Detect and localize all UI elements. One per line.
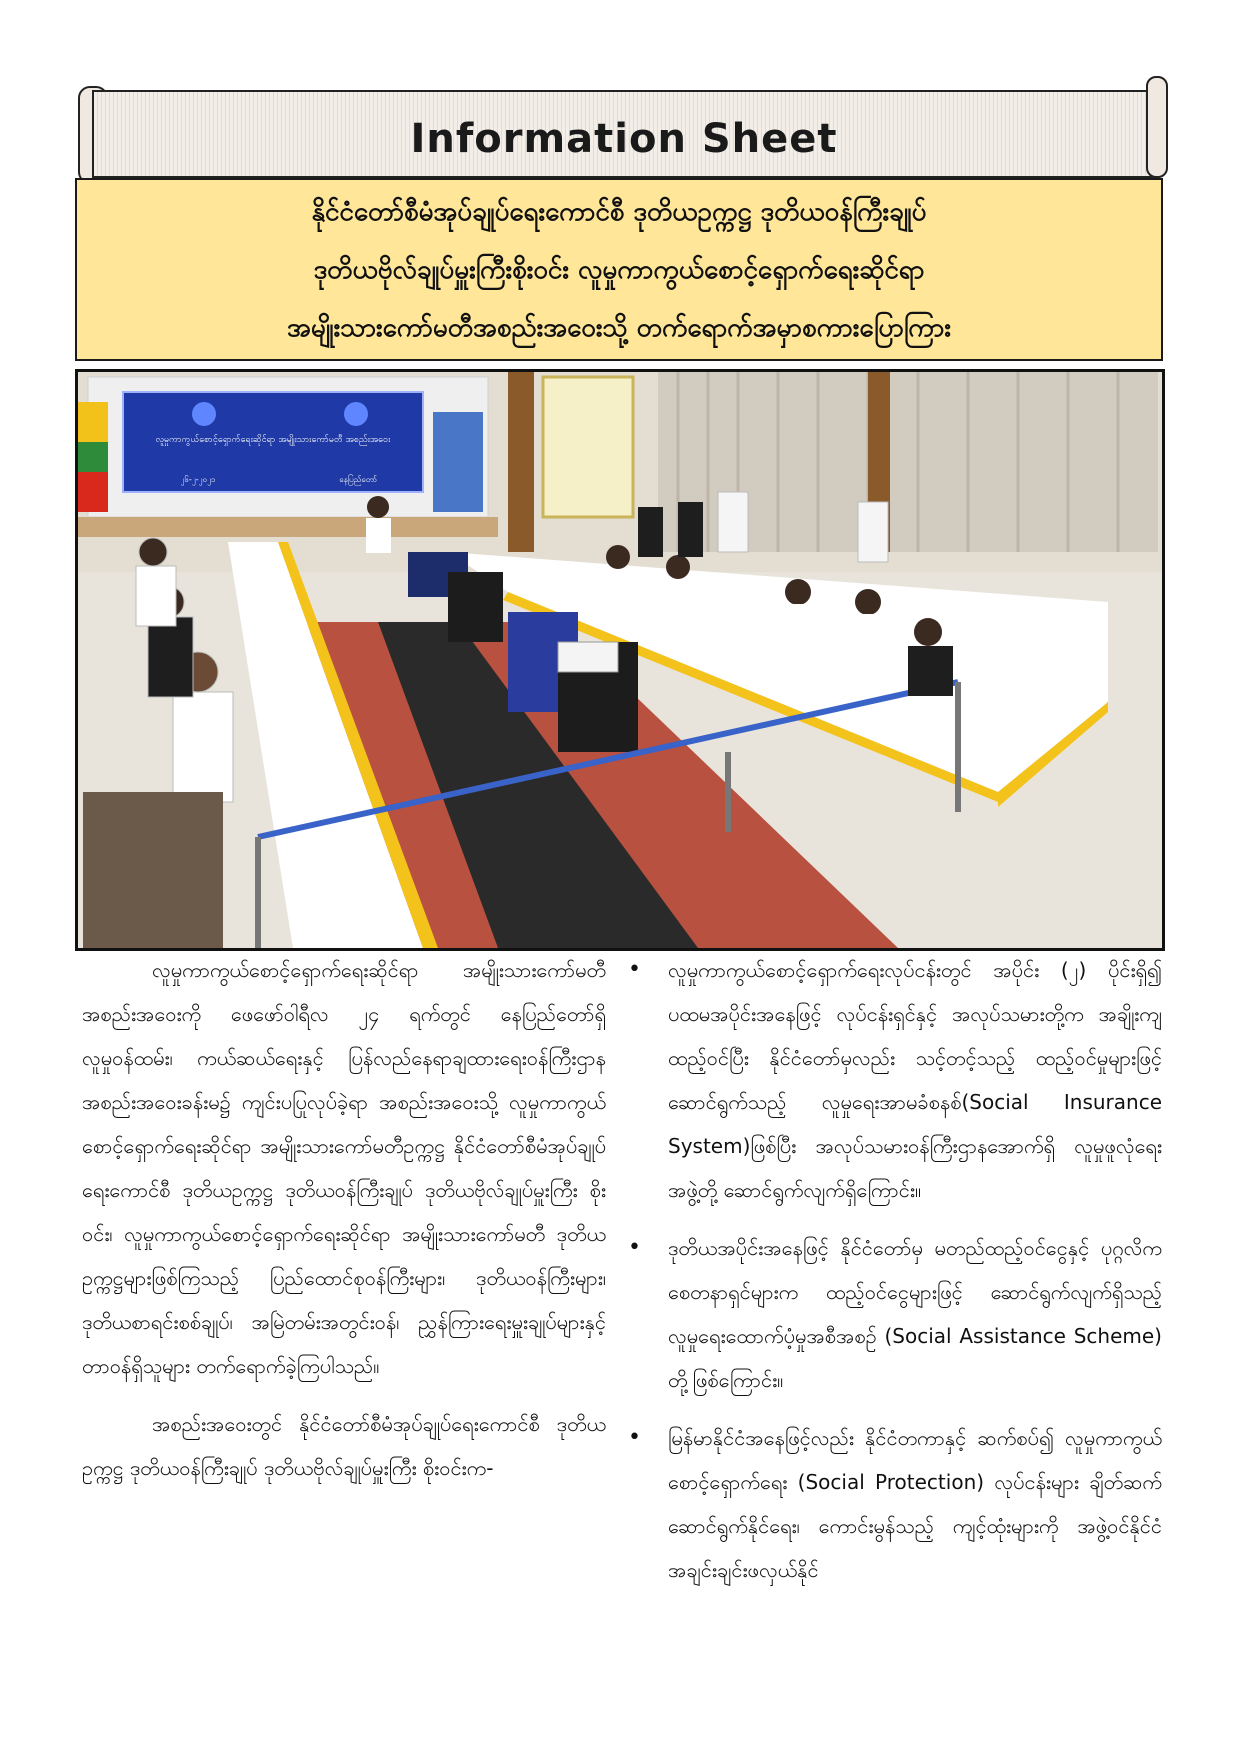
screen-place: နေပြည်တော် — [339, 475, 377, 484]
bullet-icon: • — [628, 1425, 641, 1450]
screen-title: လူမှုကာကွယ်စောင့်ရှောက်ရေးဆိုင်ရာ အမျိုးသားကော်မတီ အစည်းအဝေး — [155, 435, 391, 445]
bullet-item — [628, 1226, 1162, 1402]
headline-line: နိုင်ငံတော်စီမံအုပ်ချုပ်ရေးကောင်စီ ဒုတိယဥက္ကဋ္ဌ ဒုတိယဝန်ကြီးချုပ် — [311, 197, 927, 227]
sheet-title: Information Sheet — [410, 116, 838, 162]
body-paragraph: လူမှုကာကွယ်စောင့်ရှောက်ရေးဆိုင်ရာ အမျိုးသားကော်မတီ အစည်းအဝေးကို ဖေဖော်ဝါရီလ ၂၄ ရက်တွင် နေပြည်တော်ရှိ လူမှုဝန်ထမ်း၊ ကယ်ဆယ်ရေးနှင့် ပြန်လည်နေရာချထားရေးဝန်ကြီးဌာန အစည်းအဝေးခန်းမ၌ ကျင်းပပြုလုပ်ခဲ့ရာ အစည်းအဝေးသို့ လူမှုကာကွယ်စောင့်ရှောက်ရေးဆိုင်ရာ အမျိုးသားကော်မတီဥက္ကဋ္ဌ နိုင်ငံတော်စီမံအုပ်ချုပ်ရေးကောင်စီ ဒုတိယဥက္ကဋ္ဌ ဒုတိယဝန်ကြီးချုပ် ဒုတိယဗိုလ်ချုပ်မှူးကြီး စိုးဝင်း၊ လူမှုကာကွယ်စောင့်ရှောက်ရေးဆိုင်ရာ အမျိုးသားကော်မတီ ဒုတိယဥက္ကဋ္ဌများဖြစ်ကြသည့် ပြည်ထောင်စုဝန်ကြီးများ၊ ဒုတိယဝန်ကြီးများ၊ ဒုတိယစာရင်းစစ်ချုပ်၊ အမြဲတမ်းအတွင်းဝန်၊ ညွှန်ကြားရေးမှူးချုပ်များနှင့် တာဝန်ရှိသူများ တက်ရောက်ခဲ့ကြပါသည်။ — [82, 958, 606, 1378]
headline-box — [75, 178, 1163, 361]
bullet-text: ဒုတိယအပိုင်းအနေဖြင့် နိုင်ငံတော်မှ မတည်ထည့်ဝင်ငွေနှင့် ပုဂ္ဂလိက စေတနာရှင်များက ထည့်ဝင်ငွေများဖြင့် ဆောင်ရွက်လျက်ရှိသည့် လူမှုရေးထောက်ပံ့မှုအစီအစဉ် (Social Assistance Scheme) တို့ဖြစ်ကြောင်း။ — [668, 1236, 1162, 1392]
bullet-icon: • — [628, 1235, 641, 1260]
bullet-item — [628, 1416, 1162, 1592]
headline-line: ဒုတိယဗိုလ်ချုပ်မှူးကြီးစိုးဝင်း လူမှုကာကွယ်စောင့်ရှောက်ရေးဆိုင်ရာ — [313, 255, 925, 285]
headline-line: အမျိုးသားကော်မတီအစည်းအဝေးသို့ တက်ရောက်အမှာစကားပြောကြား — [287, 313, 951, 343]
bullet-item — [628, 948, 1162, 1212]
meeting-photo — [75, 369, 1165, 951]
bullet-text: လူမှုကာကွယ်စောင့်ရှောက်ရေးလုပ်ငန်းတွင် အပိုင်း (၂) ပိုင်းရှိ၍ ပထမအပိုင်းအနေဖြင့် လုပ်ငန်းရှင်နှင့် အလုပ်သမားတို့က အချိုးကျထည့်ဝင်ပြီး နိုင်ငံတော်မှလည်း သင့်တင့်သည့် ထည့်ဝင်မှုများဖြင့် ဆောင်ရွက်သည့် လူမှုရေးအာမခံစနစ်(Social Insurance System)ဖြစ်ပြီး အလုပ်သမားဝန်ကြီးဌာနအောက်ရှိ လူမှုဖူလုံရေးအဖွဲ့တို့ ဆောင်ရွက်လျက်ရှိကြောင်း။ — [668, 958, 1162, 1202]
meeting-photo-illustration — [78, 372, 1162, 948]
right-column — [628, 948, 1162, 1606]
bullet-text: မြန်မာနိုင်ငံအနေဖြင့်လည်း နိုင်ငံတကာနှင့် ဆက်စပ်၍ လူမှုကာကွယ်စောင့်ရှောက်ရေး (Social Protection) လုပ်ငန်းများ ချိတ်ဆက်ဆောင်ရွက်နိုင်ရေး၊ ကောင်းမွန်သည့် ကျင့်ထုံးများကို အဖွဲ့ဝင်နိုင်ငံအချင်းချင်းဖလှယ်နိုင် — [668, 1426, 1162, 1582]
body-paragraph: အစည်းအဝေးတွင် နိုင်ငံတော်စီမံအုပ်ချုပ်ရေးကောင်စီ ဒုတိယဥက္ကဋ္ဌ ဒုတိယဝန်ကြီးချုပ် ဒုတိယဗိုလ်ချုပ်မှူးကြီး စိုးဝင်းက- — [82, 1412, 606, 1480]
left-column — [82, 948, 606, 1504]
scroll-curl-right — [1146, 76, 1168, 178]
title-banner — [78, 86, 1168, 176]
bullet-icon: • — [628, 957, 641, 982]
scroll-body — [92, 90, 1156, 178]
screen-date: ၂၆-၂-၂၀၂၁ — [180, 475, 216, 484]
